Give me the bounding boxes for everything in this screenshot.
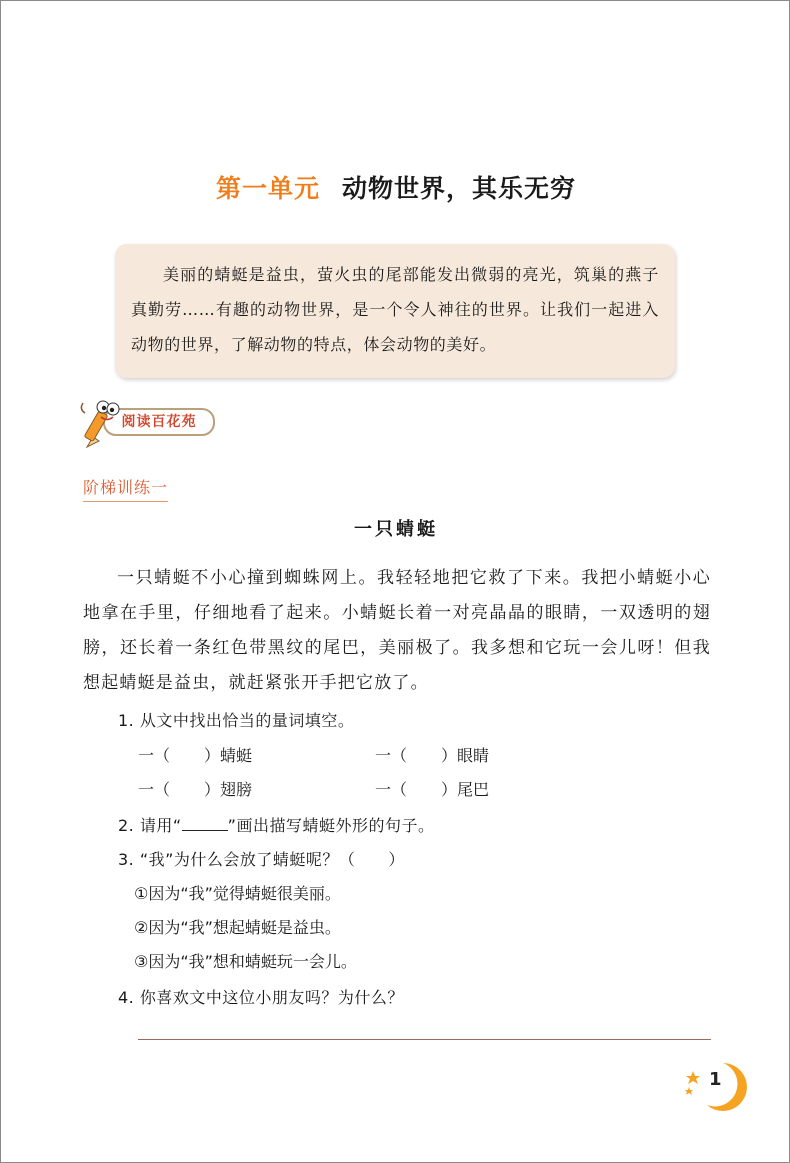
q1-item-2-prefix: 一（ <box>375 746 408 765</box>
q3-option-1: ①因为“我”觉得蜻蜓很美丽。 <box>134 884 341 903</box>
question-4: 4. 你喜欢文中这位小朋友吗？为什么？ <box>118 988 404 1007</box>
section-label: 阶梯训练一 <box>83 475 168 502</box>
question-2-underline-sample <box>182 816 228 831</box>
q3-option-2: ②因为“我”想起蜻蜓是益虫。 <box>134 918 341 937</box>
intro-box <box>115 244 675 378</box>
article-title: 一只蜻蜓 <box>354 519 438 540</box>
q1-item-1-suffix: ）蜻蜓 <box>204 746 253 765</box>
question-3: 3. “我”为什么会放了蜻蜓呢？（ ） <box>118 850 405 869</box>
q1-item-4-suffix: ）尾巴 <box>441 780 490 799</box>
q1-item-4 <box>375 777 489 800</box>
q1-item-3-prefix: 一（ <box>138 780 171 799</box>
q1-item-4-prefix: 一（ <box>375 780 408 799</box>
question-2-suffix: ”画出描写蜻蜓外形的句子。 <box>227 816 435 835</box>
reading-badge <box>77 393 227 449</box>
answer-line[interactable] <box>138 1039 711 1040</box>
pencil-mascot-icon <box>77 393 137 453</box>
page-number-badge <box>683 1059 753 1115</box>
intro-text: 美丽的蜻蜓是益虫，萤火虫的尾部能发出微弱的亮光，筑巢的燕子真勤劳……有趣的动物世界，是一个令人神往的世界。让我们一起进入动物的世界，了解动物的特点，体会动物的美好。 <box>131 265 659 354</box>
question-2 <box>118 813 434 836</box>
unit-name: 动物世界，其乐无穷 <box>342 174 577 203</box>
q1-item-2 <box>375 743 489 766</box>
q1-item-1-prefix: 一（ <box>138 746 171 765</box>
q1-item-3-suffix: ）翅膀 <box>204 780 253 799</box>
q1-item-1 <box>138 743 252 766</box>
question-2-prefix: 2. 请用“ <box>118 816 182 835</box>
article-body: 一只蜻蜓不小心撞到蜘蛛网上。我轻轻地把它救了下来。我把小蜻蜓小心地拿在手里，仔细地看了起来。小蜻蜓长着一对亮晶晶的眼睛，一双透明的翅膀，还长着一条红色带黑纹的尾巴，美丽极了。我多想和它玩一会儿呀！但我想起蜻蜓是益虫，就赶紧张开手把它放了。 <box>83 568 711 693</box>
reading-badge-label: 阅读百花苑 <box>103 408 215 436</box>
q3-option-3: ③因为“我”想和蜻蜓玩一会儿。 <box>134 952 357 971</box>
unit-title <box>1 169 790 205</box>
unit-number: 第一单元 <box>215 174 320 203</box>
q1-item-2-suffix: ）眼睛 <box>441 746 490 765</box>
q1-item-3 <box>138 777 252 800</box>
page-number: 1 <box>709 1069 722 1090</box>
question-1: 1. 从文中找出恰当的量词填空。 <box>118 711 355 730</box>
